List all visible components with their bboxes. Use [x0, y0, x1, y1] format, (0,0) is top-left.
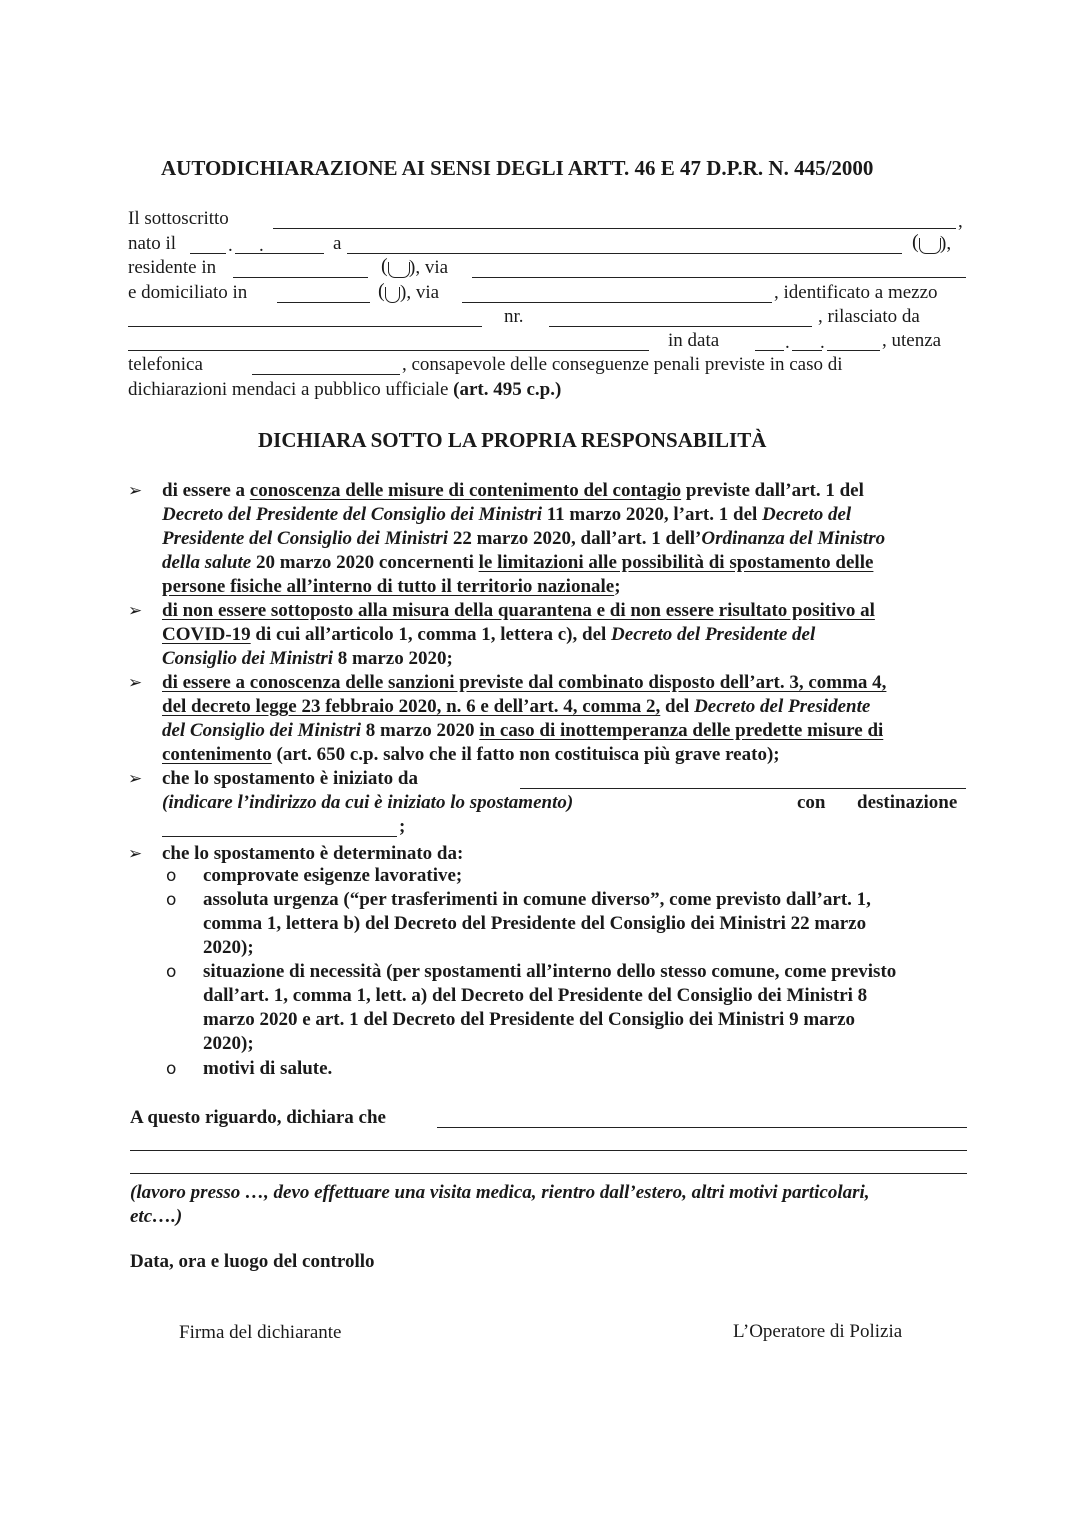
label-telefonica: telefonica: [128, 354, 203, 375]
field-rilasciato-da[interactable]: [128, 350, 649, 351]
option-lavorative: comprovate esigenze lavorative;: [203, 865, 463, 886]
semicolon: ;: [399, 816, 406, 837]
open-paren: (: [378, 280, 385, 302]
label-riguardo: A questo riguardo, dichiara che: [130, 1107, 386, 1128]
date-dot: .: [259, 235, 264, 256]
option-urgenza-line: comma 1, lettera b) del Decreto del Presidente del Consiglio dei Ministri 22 marzo: [203, 913, 867, 934]
label-domiciliato-in: e domiciliato in: [128, 282, 248, 303]
field-telefono[interactable]: [252, 374, 400, 375]
bullet-arrow-icon: ➢: [128, 601, 143, 621]
examples-text: etc….): [130, 1206, 183, 1227]
label-operatore-polizia: L’Operatore di Polizia: [733, 1321, 903, 1342]
bullet-arrow-icon: ➢: [128, 673, 143, 693]
text-consapevole: , consapevole delle conseguenze penali previste in caso di: [402, 354, 843, 375]
bullet1-line: della salute 20 marzo 2020 concernenti le limitazioni alle possibilità di spostamento delle: [162, 552, 874, 573]
option-necessita-line: situazione di necessità (per spostamenti all’interno dello stesso comune, come previsto: [203, 961, 897, 982]
bullet1-line: Presidente del Consiglio dei Ministri 22 marzo 2020, dall’art. 1 dell’Ordinanza del Ministro: [162, 528, 886, 549]
bullet4-line: (indicare l’indirizzo da cui è iniziato lo spostamento): [162, 792, 574, 813]
field-destinazione[interactable]: [162, 836, 397, 837]
field-comune-residenza[interactable]: [233, 277, 368, 278]
document-title: AUTODICHIARAZIONE AI SENSI DEGLI ARTT. 46 E 47 D.P.R. N. 445/2000: [161, 156, 874, 180]
date-dot: .: [228, 235, 233, 256]
bullet1-line: persone fisiche all’interno di tutto il territorio nazionale;: [162, 576, 621, 597]
field-nascita-anno[interactable]: [266, 253, 324, 254]
section-heading: DICHIARA SOTTO LA PROPRIA RESPONSABILITÀ: [258, 428, 767, 452]
label-in-data: in data: [668, 330, 720, 351]
field-provincia-nascita[interactable]: [919, 238, 941, 254]
option-urgenza-line: 2020);: [203, 937, 254, 958]
bullet-arrow-icon: ➢: [128, 844, 143, 864]
bullet-arrow-icon: ➢: [128, 481, 143, 501]
open-paren: (: [912, 231, 919, 253]
option-circle-icon[interactable]: o: [166, 890, 177, 910]
date-dot: .: [785, 332, 790, 353]
bullet5-intro: che lo spostamento è determinato da:: [162, 843, 464, 864]
examples-text: (lavoro presso …, devo effettuare una visita medica, rientro dall’estero, altri motivi particolari,: [130, 1182, 870, 1203]
label-via: ), via: [400, 282, 440, 303]
field-motivazione-3[interactable]: [130, 1173, 967, 1174]
option-necessita-line: dall’art. 1, comma 1, lett. a) del Decreto del Presidente del Consiglio dei Ministri 8: [203, 985, 868, 1006]
date-dot: .: [820, 332, 825, 353]
label-via: ), via: [409, 257, 449, 278]
option-salute: motivi di salute.: [203, 1058, 333, 1079]
label-nato-il: nato il: [128, 233, 177, 254]
bullet2-line: COVID-19 di cui all’articolo 1, comma 1, lettera c), del Decreto del Presidente del: [162, 624, 816, 645]
option-necessita-line: marzo 2020 e art. 1 del Decreto del Presidente del Consiglio dei Ministri 9 marzo: [203, 1009, 856, 1030]
field-via-domicilio[interactable]: [462, 302, 772, 303]
label-residente-in: residente in: [128, 257, 217, 278]
label-nr: nr.: [504, 306, 524, 327]
bullet2-line: di non essere sottoposto alla misura della quarantena e di non essere risultato positivo al: [162, 600, 875, 621]
bullet4-line: che lo spostamento è iniziato da: [162, 768, 418, 789]
field-documento[interactable]: [128, 326, 482, 327]
option-urgenza-line: assoluta urgenza (“per trasferimenti in comune diverso”, come previsto dall’art. 1,: [203, 889, 871, 910]
bullet3-line: contenimento (art. 650 c.p. salvo che il fatto non costituisca più grave reato);: [162, 744, 780, 765]
label-con: con: [797, 792, 826, 813]
label-sottoscritto: Il sottoscritto: [128, 208, 229, 229]
comma: ,: [958, 211, 963, 232]
bullet2-line: Consiglio dei Ministri 8 marzo 2020;: [162, 648, 453, 669]
label-identificato: , identificato a mezzo: [774, 282, 938, 303]
field-sottoscritto[interactable]: [273, 228, 956, 229]
field-rilascio-giorno[interactable]: [755, 350, 784, 351]
label-rilasciato: , rilasciato da: [818, 306, 920, 327]
option-necessita-line: 2020);: [203, 1033, 254, 1054]
field-indirizzo-partenza[interactable]: [520, 788, 966, 789]
bullet3-line: di essere a conoscenza delle sanzioni previste dal combinato disposto dell’art. 3, comma 4,: [162, 672, 887, 693]
field-nascita-giorno[interactable]: [190, 253, 226, 254]
field-luogo-nascita[interactable]: [347, 253, 902, 254]
field-comune-domicilio[interactable]: [277, 302, 370, 303]
option-circle-icon[interactable]: o: [166, 1059, 177, 1079]
option-circle-icon[interactable]: o: [166, 866, 177, 886]
text-dichiarazioni: dichiarazioni mendaci a pubblico ufficiale (art. 495 c.p.): [128, 379, 562, 400]
option-circle-icon[interactable]: o: [166, 962, 177, 982]
field-numero-documento[interactable]: [549, 326, 812, 327]
label-data-ora-luogo: Data, ora e luogo del controllo: [130, 1251, 375, 1272]
bullet-arrow-icon: ➢: [128, 769, 143, 789]
bullet3-line: del decreto legge 23 febbraio 2020, n. 6 e dell’art. 4, comma 2, del Decreto del Presidente: [162, 696, 871, 717]
open-paren: (: [381, 255, 388, 277]
label-utenza: , utenza: [882, 330, 942, 351]
field-motivazione-1[interactable]: [437, 1127, 967, 1128]
bullet1-line: di essere a conoscenza delle misure di contenimento del contagio previste dall’art. 1 del: [162, 480, 864, 501]
bullet1-line: Decreto del Presidente del Consiglio dei Ministri 11 marzo 2020, l’art. 1 del Decreto del: [162, 504, 852, 525]
field-rilascio-mese[interactable]: [792, 350, 822, 351]
label-a: a: [333, 233, 342, 254]
label-firma-dichiarante: Firma del dichiarante: [179, 1322, 342, 1343]
field-via-residenza[interactable]: [472, 277, 966, 278]
close-paren: ),: [940, 233, 952, 254]
field-motivazione-2[interactable]: [130, 1150, 967, 1151]
field-provincia-domicilio[interactable]: [385, 287, 400, 303]
bullet3-line: del Consiglio dei Ministri 8 marzo 2020 in caso di inottemperanza delle predette misure di: [162, 720, 884, 741]
label-destinazione: destinazione: [857, 792, 958, 813]
field-rilascio-anno[interactable]: [827, 350, 880, 351]
field-provincia-residenza[interactable]: [388, 262, 410, 278]
